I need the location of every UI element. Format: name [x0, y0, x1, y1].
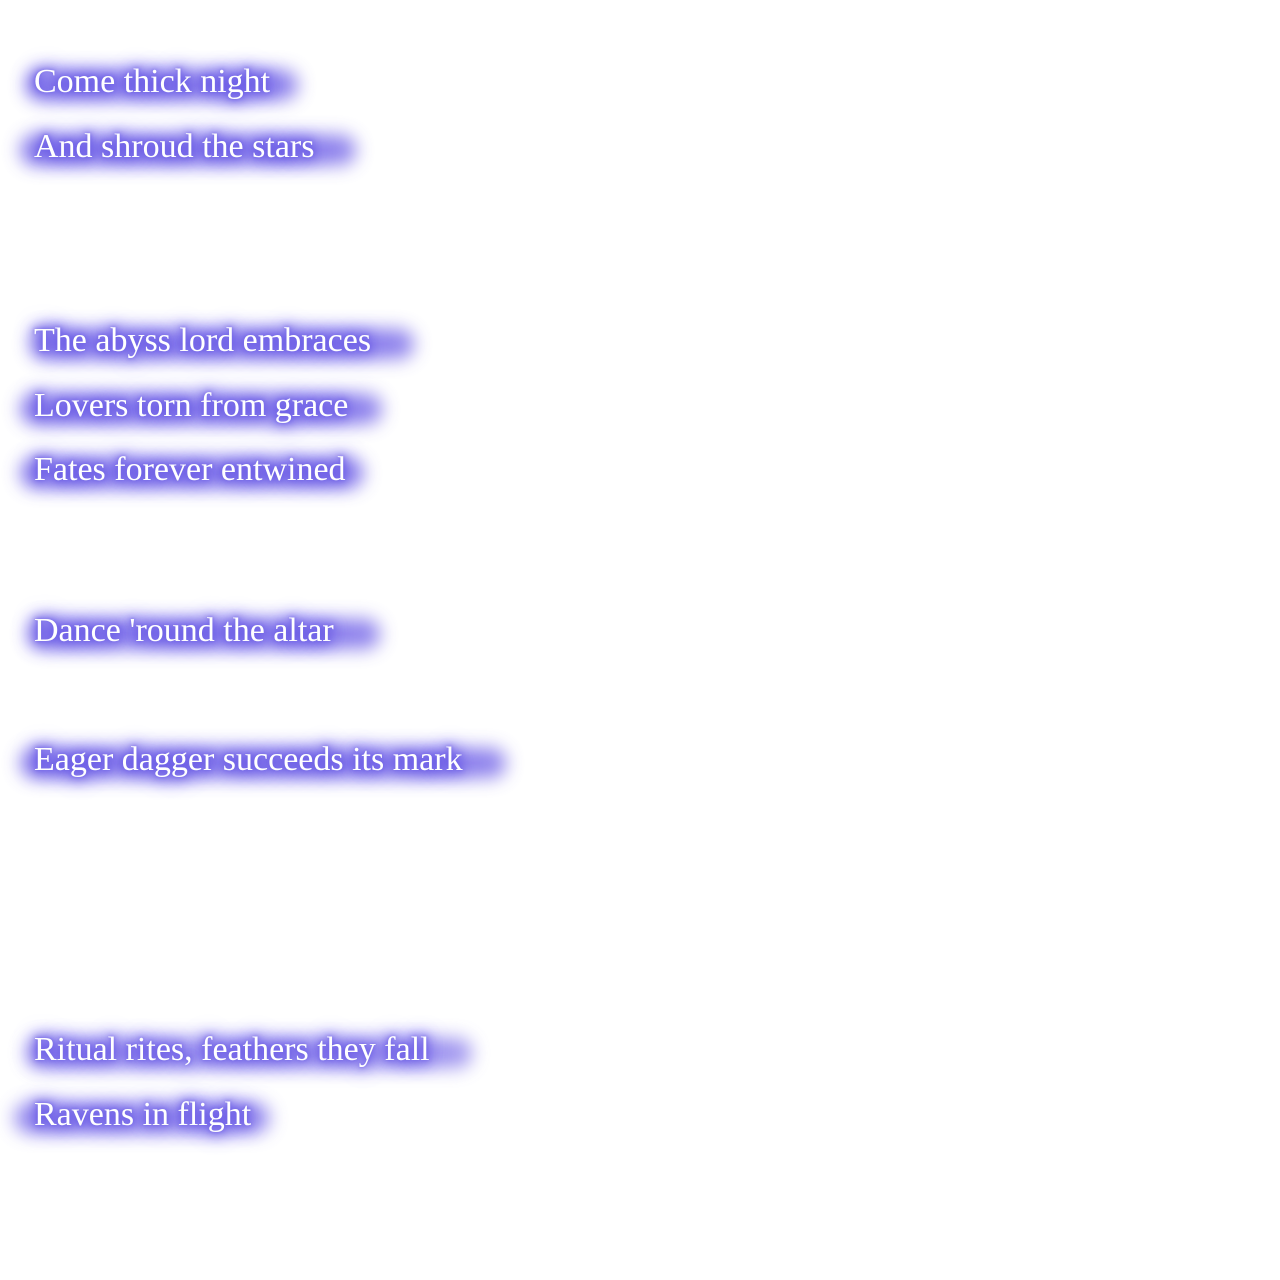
poem-line: Ravens in flight: [34, 1096, 252, 1133]
poem-line: Fates forever entwined: [34, 451, 346, 488]
poem-line: Come thick night: [34, 63, 271, 100]
poem-line: And shroud the stars: [34, 128, 315, 165]
poem-line: Ritual rites, feathers they fall: [34, 1031, 430, 1068]
poem-line: Dance 'round the altar: [34, 612, 334, 649]
poem-line: Lovers torn from grace: [34, 387, 349, 424]
poem-line: Eager dagger succeeds its mark: [34, 741, 463, 778]
poem-line: The abyss lord embraces: [34, 322, 372, 359]
